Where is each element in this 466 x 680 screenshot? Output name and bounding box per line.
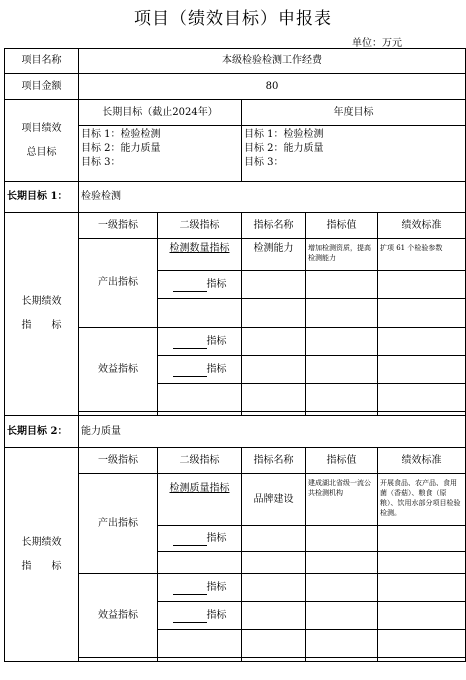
project-name-value: 本级检验检测工作经费 [79,49,466,74]
header-level2: 二级指标 [158,213,242,239]
list-item: 目标 2：能力质量 [81,143,161,154]
header-indicator-name: 指标名称 [242,448,306,474]
blank-line [173,535,207,546]
header-level2: 二级指标 [158,448,242,474]
list-item: 目标 2：能力质量 [244,143,324,154]
form-title: 项目（绩效目标）申报表 [134,9,332,29]
indicator-label [5,213,79,416]
project-form-table [4,48,466,662]
sub-indicator: 指标 [206,278,227,290]
blank-line [173,338,207,349]
indicator-label-line2: 指 标 [21,560,62,572]
blank-line [173,366,207,377]
blank-line [173,584,207,595]
sub-indicator: 指标 [206,363,227,375]
sub-indicator: 指标 [206,532,227,544]
header-indicator-value: 指标值 [306,213,378,239]
overall-goals-label-line2: 总目标 [26,146,57,158]
header-performance-standard: 绩效标准 [378,448,466,474]
overall-goals-label [5,100,79,182]
overall-goals-label-line1: 项目绩效 [21,122,62,134]
header-performance-standard: 绩效标准 [378,213,466,239]
sub-indicator: 指标 [206,581,227,593]
sub-indicator: 检测质量指标 [169,483,230,494]
long-term-goal-header: 长期目标（截止2024年） [79,100,242,126]
annual-goal-header: 年度目标 [242,100,466,126]
indicator-label-line1: 长期绩效 [21,536,62,548]
list-item: 目标 3： [244,157,284,168]
sub-indicator: 指标 [206,335,227,347]
header-indicator-name: 指标名称 [242,213,306,239]
long-term-goals-list [79,126,242,182]
project-name-label: 项目名称 [5,49,79,74]
performance-standard: 扩项 61 个检验参数 [378,239,466,271]
project-amount-label: 项目金额 [5,74,79,100]
indicator-label-line1: 长期绩效 [21,296,62,307]
sub-indicator: 指标 [206,609,227,621]
indicator-value: 建成湖北省级一流公共检测机构 [306,474,378,526]
output-indicator-label: 产出指标 [79,239,158,328]
header-level1: 一级指标 [79,213,158,239]
performance-standard: 开展食品、农产品、食用菌（香菇）、粮食（原粮）、饮用水部分项目检验检测。 [378,474,466,526]
blank-line [173,612,207,623]
section-goal-label: 长期目标 1： [5,182,79,213]
header-indicator-value: 指标值 [306,448,378,474]
output-indicator-label: 产出指标 [79,474,158,574]
indicator-value: 增加检测资质，提高检测能力 [306,239,378,271]
indicator-label [5,448,79,662]
project-amount-value: 80 [79,74,466,100]
benefit-indicator-label: 效益指标 [79,328,158,412]
list-item: 目标 1：检验检测 [81,129,161,140]
sub-indicator: 检测数量指标 [169,243,230,254]
list-item: 目标 3： [81,157,121,168]
header-level1: 一级指标 [79,448,158,474]
section-goal-label: 长期目标 2： [5,416,79,448]
indicator-name: 检测能力 [242,239,306,271]
unit-label: 单位：万元 [352,38,402,49]
list-item: 目标 1：检验检测 [244,129,324,140]
indicator-label-line2: 指 标 [21,320,62,331]
section-goal-value: 能力质量 [79,416,466,448]
indicator-name: 品牌建设 [242,474,306,526]
annual-goals-list [242,126,466,182]
benefit-indicator-label: 效益指标 [79,574,158,658]
blank-line [173,281,207,292]
section-goal-value: 检验检测 [79,182,466,213]
